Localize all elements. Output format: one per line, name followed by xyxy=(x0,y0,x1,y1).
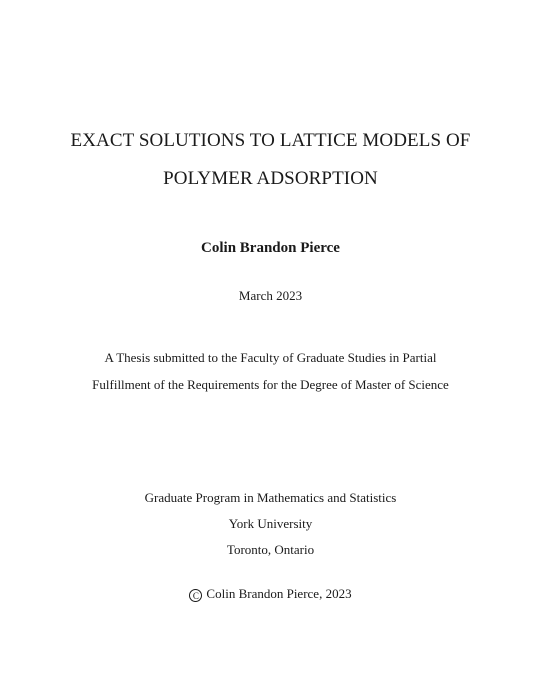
copyright-icon: C xyxy=(189,589,202,602)
thesis-statement-line-1: A Thesis submitted to the Faculty of Graduate Studies in Partial xyxy=(104,350,437,365)
copyright-notice xyxy=(0,586,541,602)
thesis-title-line-2: POLYMER ADSORPTION xyxy=(163,168,378,189)
graduate-program: Graduate Program in Mathematics and Statistics xyxy=(144,490,397,505)
thesis-statement-line-2: Fulfillment of the Requirements for the Degree of Master of Science xyxy=(92,377,449,392)
university-location: Toronto, Ontario xyxy=(226,542,315,557)
copyright-text: Colin Brandon Pierce, 2023 xyxy=(206,586,352,601)
thesis-title-line-1: EXACT SOLUTIONS TO LATTICE MODELS OF xyxy=(70,130,471,151)
university-name: York University xyxy=(228,516,313,531)
author-name: Colin Brandon Pierce xyxy=(201,240,340,256)
submission-date: March 2023 xyxy=(238,288,303,303)
